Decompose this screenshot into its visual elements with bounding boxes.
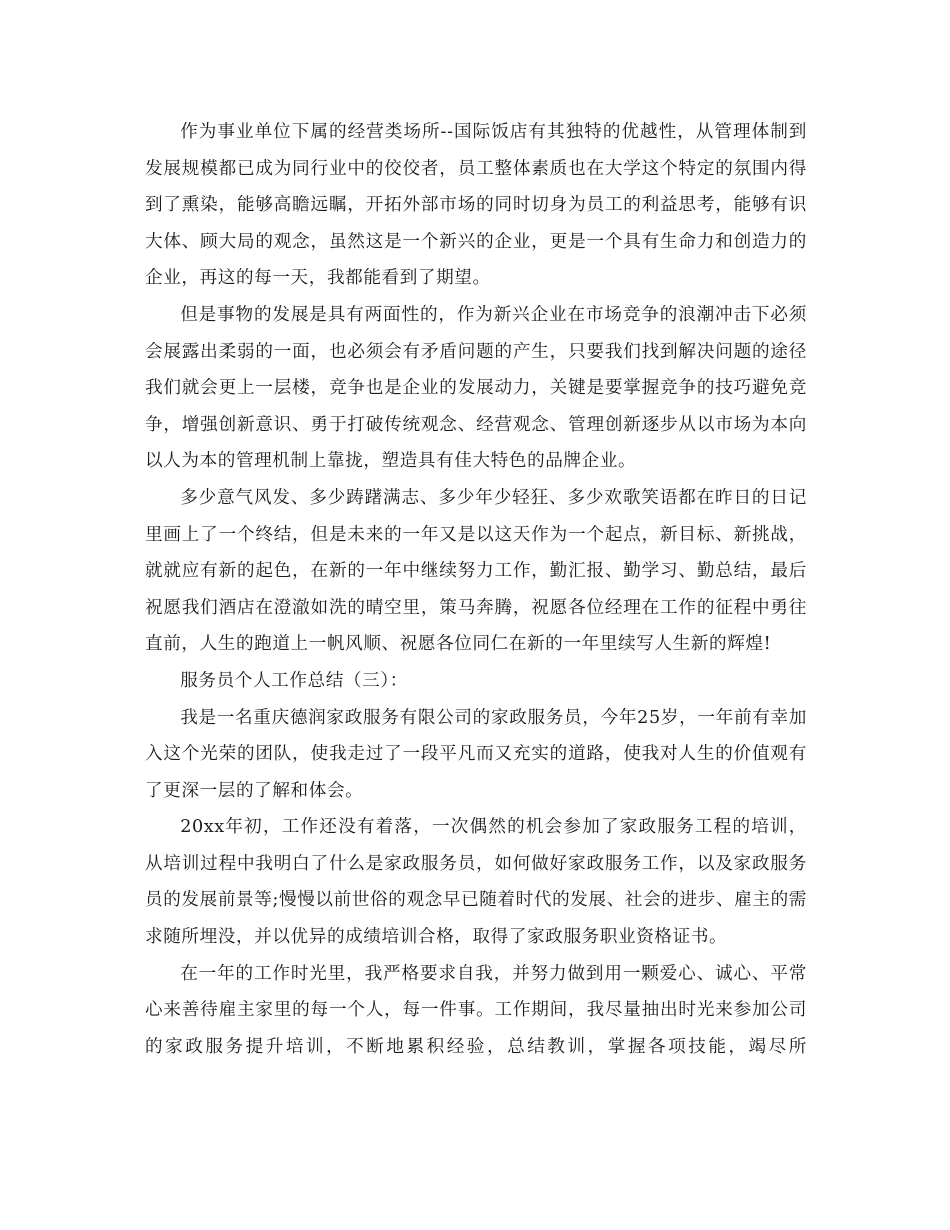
paragraph-2: 但是事物的发展是具有两面性的，作为新兴企业在市场竞争的浪潮冲击下必须会展露出柔弱的一面，也必须会有矛盾问题的产生，只要我们找到解决问题的途径我们就会更上一层楼，竞争也是企业的发展动力，关键是要掌握竞争的技巧避免竞争，增强创新意识、勇于打破传统观念、经营观念、管理创新逐步从以市场为本向以人为本的管理机制上靠拢，塑造具有佳大特色的品牌企业。: [145, 304, 807, 472]
paragraph-1: 作为事业单位下属的经营类场所--国际饭店有其独特的优越性，从管理体制到发展规模都已成为同行业中的佼佼者，员工整体素质也在大学这个特定的氛围内得到了熏染，能够高瞻远瞩，开拓外部市场的同时切身为员工的利益思考，能够有识大体、顾大局的观念，虽然这是一个新兴的企业，更是一个具有生命力和创造力的企业，再这的每一天，我都能看到了期望。: [145, 122, 807, 289]
paragraph-6: 在一年的工作时光里，我严格要求自我，并努力做到用一颗爱心、诚心、平常心来善待雇主家里的每一个人，每一件事。工作期间，我尽量抽出时光来参加公司的家政服务提升培训，不断地累积经验，总结教训，掌握各项技能，竭尽所: [145, 963, 807, 1057]
paragraph-3: 多少意气风发、多少踌躇满志、多少年少轻狂、多少欢歌笑语都在昨日的日记里画上了一个终结，但是未来的一年又是以这天作为一个起点，新目标、新挑战，就就应有新的起色，在新的一年中继续努力工作，勤汇报、勤学习、勤总结，最后祝愿我们酒店在澄澈如洗的晴空里，策马奔腾，祝愿各位经理在工作的征程中勇往直前，人生的跑道上一帆风顺、祝愿各位同仁在新的一年里续写人生新的辉煌!: [145, 487, 807, 655]
section-heading: 服务员个人工作总结（三）：: [180, 670, 408, 691]
document-body: [145, 114, 807, 1065]
paragraph-4: 我是一名重庆德润家政服务有限公司的家政服务员，今年25岁，一年前有幸加入这个光荣的团队，使我走过了一段平凡而又充实的道路，使我对人生的价值观有了更深一层的了解和体会。: [145, 707, 807, 801]
paragraph-5: 20xx年初，工作还没有着落，一次偶然的机会参加了家政服务工程的培训，从培训过程中我明白了什么是家政服务员，如何做好家政服务工作，以及家政服务员的发展前景等;慢慢以前世俗的观念早已随着时代的发展、社会的进步、雇主的需求随所埋没，并以优异的成绩培训合格，取得了家政服务职业资格证书。: [145, 817, 807, 948]
